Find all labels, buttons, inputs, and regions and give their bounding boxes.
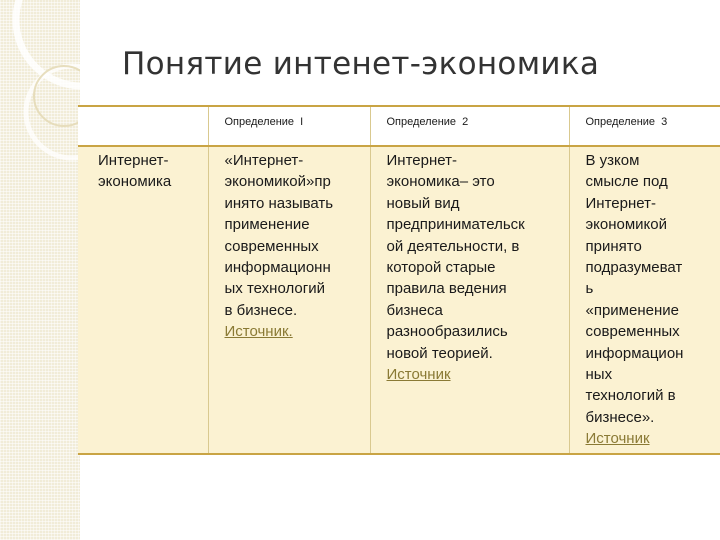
header-cell-empty [78, 106, 208, 146]
cell-line: применение [224, 216, 310, 234]
cell-line: технологий в [585, 387, 676, 405]
definition-3-cell [569, 146, 720, 454]
cell-line: ь [585, 280, 594, 298]
cell-line: современных [585, 323, 680, 341]
cell-line: ой деятельности, в [386, 237, 520, 255]
header-definition-3: Определение 3 [569, 106, 720, 146]
cell-line: принято [585, 237, 642, 255]
cell-line: ых технологий [224, 280, 325, 298]
slide-title: Понятие интенет-экономика [122, 46, 600, 82]
cell-line: экономикой [585, 216, 667, 234]
source-link-3[interactable]: Источник [585, 430, 650, 448]
cell-line: новый вид [386, 194, 460, 212]
table-body-row [78, 146, 720, 454]
cell-line: бизнеса [386, 301, 443, 319]
cell-line: информацион [585, 344, 684, 362]
cell-line: в бизнесе. [224, 301, 298, 319]
cell-line: которой старые [386, 259, 496, 277]
cell-line: разнообразились [386, 323, 508, 341]
decorative-circles-graphic [0, 0, 80, 540]
row-header-line: экономика [98, 173, 172, 191]
cell-line: подразумеват [585, 259, 683, 277]
decorative-side-band [0, 0, 80, 540]
definition-2-cell [370, 146, 569, 454]
cell-line: новой теорией. [386, 344, 493, 362]
cell-line: правила ведения [386, 280, 507, 298]
cell-line: экономика– это [386, 173, 495, 191]
cell-line: смысле под [585, 173, 668, 191]
source-link-2[interactable]: Источник [386, 366, 451, 384]
row-header-cell [78, 146, 208, 454]
cell-line: инято называть [224, 194, 334, 212]
definition-1-cell [208, 146, 370, 454]
cell-line: современных [224, 237, 319, 255]
header-definition-1: Определение I [208, 106, 370, 146]
cell-line: бизнесе». [585, 408, 655, 426]
source-link-1[interactable]: Источник. [224, 323, 293, 341]
cell-line: «Интернет- [224, 152, 304, 169]
header-definition-2: Определение 2 [370, 106, 569, 146]
cell-line: экономикой»пр [224, 173, 331, 191]
row-header-line: Интернет- [98, 152, 169, 169]
table-header-row [78, 106, 720, 146]
cell-line: «применение [585, 301, 679, 319]
cell-line: В узком [585, 152, 640, 169]
definitions-table [78, 105, 720, 455]
cell-line: информационн [224, 259, 331, 277]
cell-line: Интернет- [585, 194, 656, 212]
cell-line: ных [585, 366, 613, 384]
cell-line: Интернет- [386, 152, 457, 169]
cell-line: предпринимательск [386, 216, 525, 234]
